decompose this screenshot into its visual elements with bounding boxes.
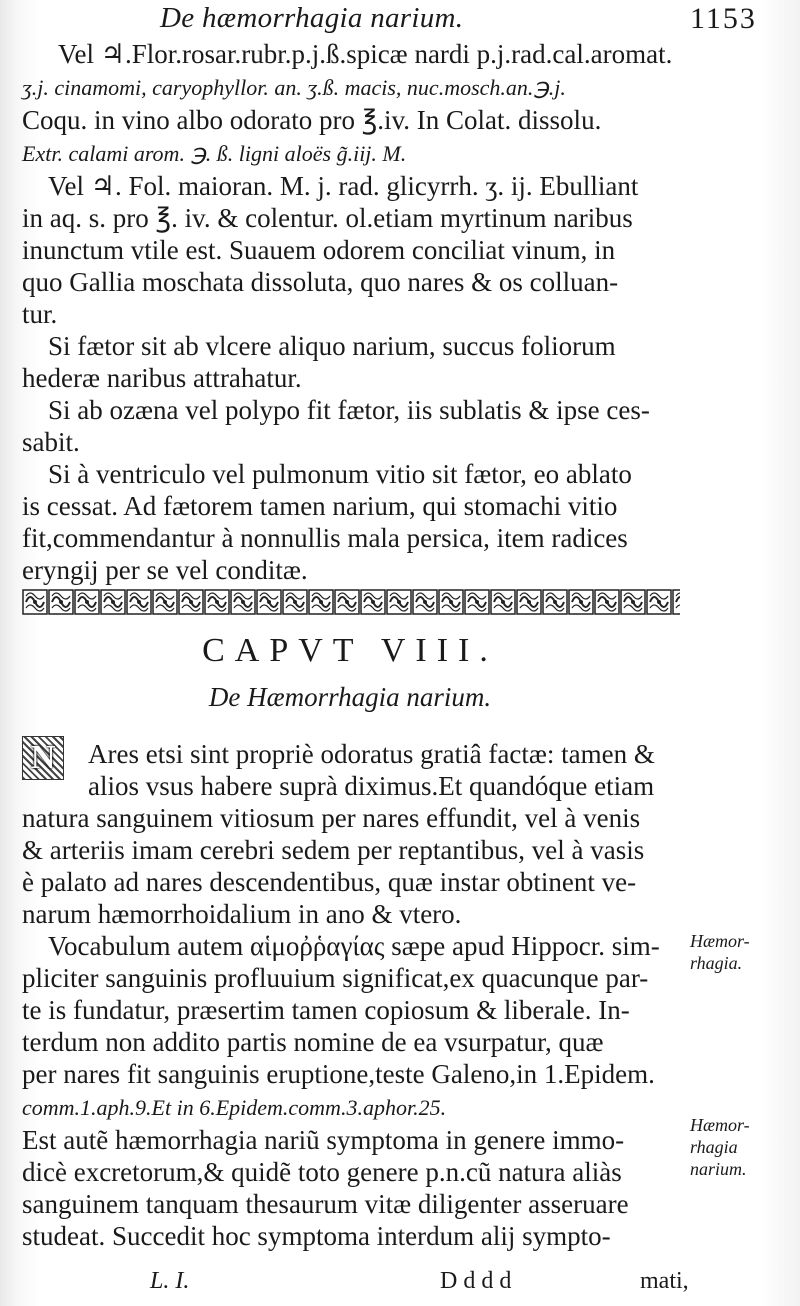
text-line: Si fætor sit ab vlcere aliquo narium, succus foliorum — [48, 331, 616, 361]
text-line: alios vsus habere suprà diximus.Et quandóque etiam — [88, 771, 655, 801]
footer-signature: Dddd — [440, 1268, 518, 1294]
margin-note: Hæmor- rhagia narium. — [690, 1115, 750, 1179]
text-line: inunctum vtile est. Suauem odorem conciliat vinum, in — [22, 235, 616, 265]
chapter-subtitle: De Hæmorrhagia narium. — [208, 682, 492, 712]
text-line: Vel ♃. Fol. maioran. M. j. rad. glicyrrh. ʒ. ij. Ebulliant — [48, 171, 639, 201]
drop-cap: N — [22, 736, 64, 780]
text-line: sanguinem tanquam thesaurum vitæ diligenter asseruare — [22, 1189, 629, 1219]
text-line: pliciter sanguinis profluuium significat,ex quacunque par- — [22, 963, 649, 993]
text-line: è palato ad nares descendentibus, quæ instar obtinent ve- — [22, 867, 637, 897]
text-line: Si ab ozæna vel polypo fit fætor, iis sublatis & ipse ces- — [48, 395, 650, 425]
text-line: Coqu. in vino albo odorato pro ℥.iv. In Colat. dissolu. — [22, 105, 602, 135]
text-line: narum hæmorrhoidalium in ano & vtero. — [22, 899, 462, 929]
text-line: Vocabulum autem αἱμοῤῥαγίας sæpe apud Hippocr. sim- — [48, 931, 660, 961]
running-title: De hæmorrhagia narium. — [160, 2, 464, 34]
text-line: natura sanguinem vitiosum per nares effundit, vel à venis — [22, 803, 641, 833]
text-line: quo Gallia moschata dissoluta, quo nares & os colluan- — [22, 267, 619, 297]
text-line: hederæ naribus attrahatur. — [22, 363, 302, 393]
text-line: studeat. Succedit hoc symptoma interdum alij sympto- — [22, 1221, 611, 1251]
ornament-band — [22, 588, 680, 616]
text-line: Si à ventriculo vel pulmonum vitio sit fætor, eo ablato — [48, 459, 632, 489]
chapter-title: CAPVT VIII. — [202, 632, 498, 669]
footer-book: L. I. — [150, 1268, 190, 1294]
text-line: & arteriis imam cerebri sedem per reptantibus, vel à vasis — [22, 835, 645, 865]
text-line: comm.1.aph.9.Et in 6.Epidem.comm.3.aphor.25. — [22, 1095, 447, 1120]
text-line: dicè excretorum,& quidẽ toto genere p.n.cũ natura aliàs — [22, 1157, 622, 1187]
text-line: fit,commendantur à nonnullis mala persica, item radices — [22, 523, 628, 553]
text-line: is cessat. Ad fætorem tamen narium, qui stomachi vitio — [22, 491, 618, 521]
text-line: tur. — [22, 299, 58, 329]
text-line: ʒ.j. cinamomi, caryophyllor. an. ʒ.ß. macis, nuc.mosch.an.℈.j. — [22, 75, 566, 100]
text-line: eryngij per se vel conditæ. — [22, 555, 308, 585]
margin-note: Hæmor- rhagia. — [690, 931, 750, 973]
footer-catchword: mati, — [640, 1268, 689, 1294]
text-line: te is fundatur, præsertim tamen copiosum & liberale. In- — [22, 995, 630, 1025]
ornament-pattern-icon — [22, 588, 680, 616]
text-line: Ares etsi sint propriè odoratus gratiâ factæ: tamen & — [88, 739, 655, 769]
text-line: Vel ♃.Flor.rosar.rubr.p.j.ß.spicæ nardi p.j.rad.cal.aromat. — [58, 39, 673, 69]
text-line: per nares fit sanguinis eruptione,teste Galeno,in 1.Epidem. — [22, 1059, 655, 1089]
text-line: Est autẽ hæmorrhagia nariũ symptoma in genere immo- — [22, 1125, 625, 1155]
text-line: in aq. s. pro ℥. iv. & colentur. ol.etiam myrtinum naribus — [22, 203, 633, 233]
text-line: sabit. — [22, 427, 80, 457]
page-number: 1153 — [690, 2, 757, 35]
text-line: terdum non addito partis nomine de ea vsurpatur, quæ — [22, 1027, 604, 1057]
text-line: Extr. calami arom. ℈. ß. ligni aloës g̃.iij. M. — [22, 141, 407, 166]
